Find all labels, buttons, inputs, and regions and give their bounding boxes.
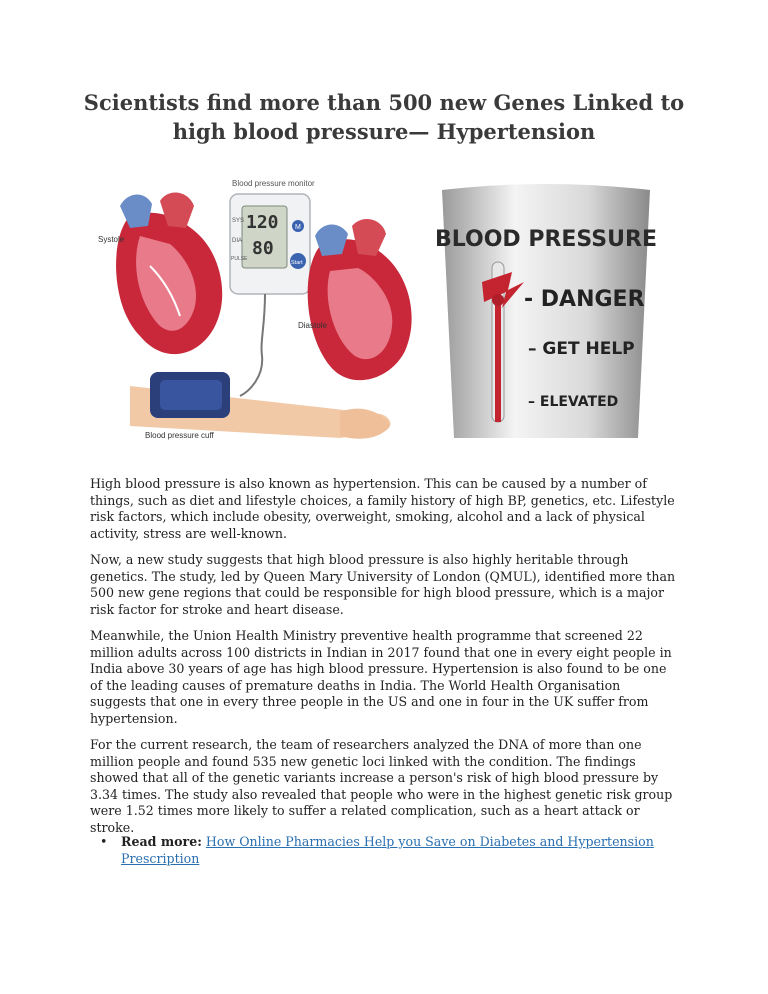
paragraph-3: Meanwhile, the Union Health Ministry preventive health programme that screened 22 million adults across 100 districts in Indian in 2017 found that one in every eight people in India above 30 years of age has high blood pressure. Hypertension is also found to be one of the leading causes of premature deaths in India. The World Health Organisation suggests that one in every three people in the US and one in four in the UK suffer from hypertension. [90,628,672,726]
monitor-dia-tag: DIA [232,238,243,244]
monitor-dia-value: 80 [252,238,274,259]
read-more-label: Read more: [121,834,202,849]
monitor-start-button: Start [291,260,303,266]
article-figure [90,176,660,456]
monitor-m-button: M [295,224,301,231]
cuff-label: Blood pressure cuff [145,431,214,440]
thermo-level-danger: - DANGER [524,287,645,312]
paragraph-4: For the current research, the team of researchers analyzed the DNA of more than one million people and found 535 new genetic loci linked with the condition. The findings showed that all of the genetic variants increase a person's risk of high blood pressure by 3.34 times. The study also revealed that people who were in the highest genetic risk group were 1.52 times more likely to suffer a related complication, such as a heart attack or stroke. [90,737,673,835]
arm-with-cuff-icon [130,372,390,439]
heart-bp-monitor-illustration [90,176,420,456]
paragraph-1: High blood pressure is also known as hypertension. This can be caused by a number of things, such as diet and lifestyle choices, a family history of high BP, genetics, etc. Lifestyle risk factors, which include obesity, overweight, smoking, alcohol and a lack of physical activity, stress are well-known. [90,476,675,541]
title-line-1: Scientists find more than 500 new Genes Linked to [83,90,685,115]
title-line-2: high blood pressure— Hypertension [172,119,596,144]
monitor-sys-tag: SYS [232,218,245,224]
bullet-icon: • [100,834,108,849]
thermo-level-elevated: – ELEVATED [528,394,619,410]
monitor-sys-value: 120 [246,212,279,233]
thermo-heading: BLOOD PRESSURE [435,227,657,252]
systole-label: Systole [98,235,125,244]
heart-systole-icon [116,192,222,354]
read-more-item [90,833,680,867]
tube-icon [240,294,265,396]
monitor-label: Blood pressure monitor [232,179,315,188]
read-more-link[interactable]: How Online Pharmacies Help you Save on Diabetes and Hypertension Prescription [121,834,654,866]
article-title [60,88,708,146]
monitor-pulse-tag: PULSE [231,256,248,262]
diastole-label: Diastole [298,321,327,330]
heart-diastole-icon [308,219,412,380]
paragraph-2: Now, a new study suggests that high blood pressure is also highly heritable through genetics. The study, led by Queen Mary University of London (QMUL), identified more than 500 new gene regions that could be responsible for high blood pressure, which is a major risk factor for stroke and heart disease. [90,552,676,617]
thermo-level-get-help: – GET HELP [528,339,635,359]
article-body [90,476,680,846]
blood-pressure-thermometer-illustration [432,182,660,438]
